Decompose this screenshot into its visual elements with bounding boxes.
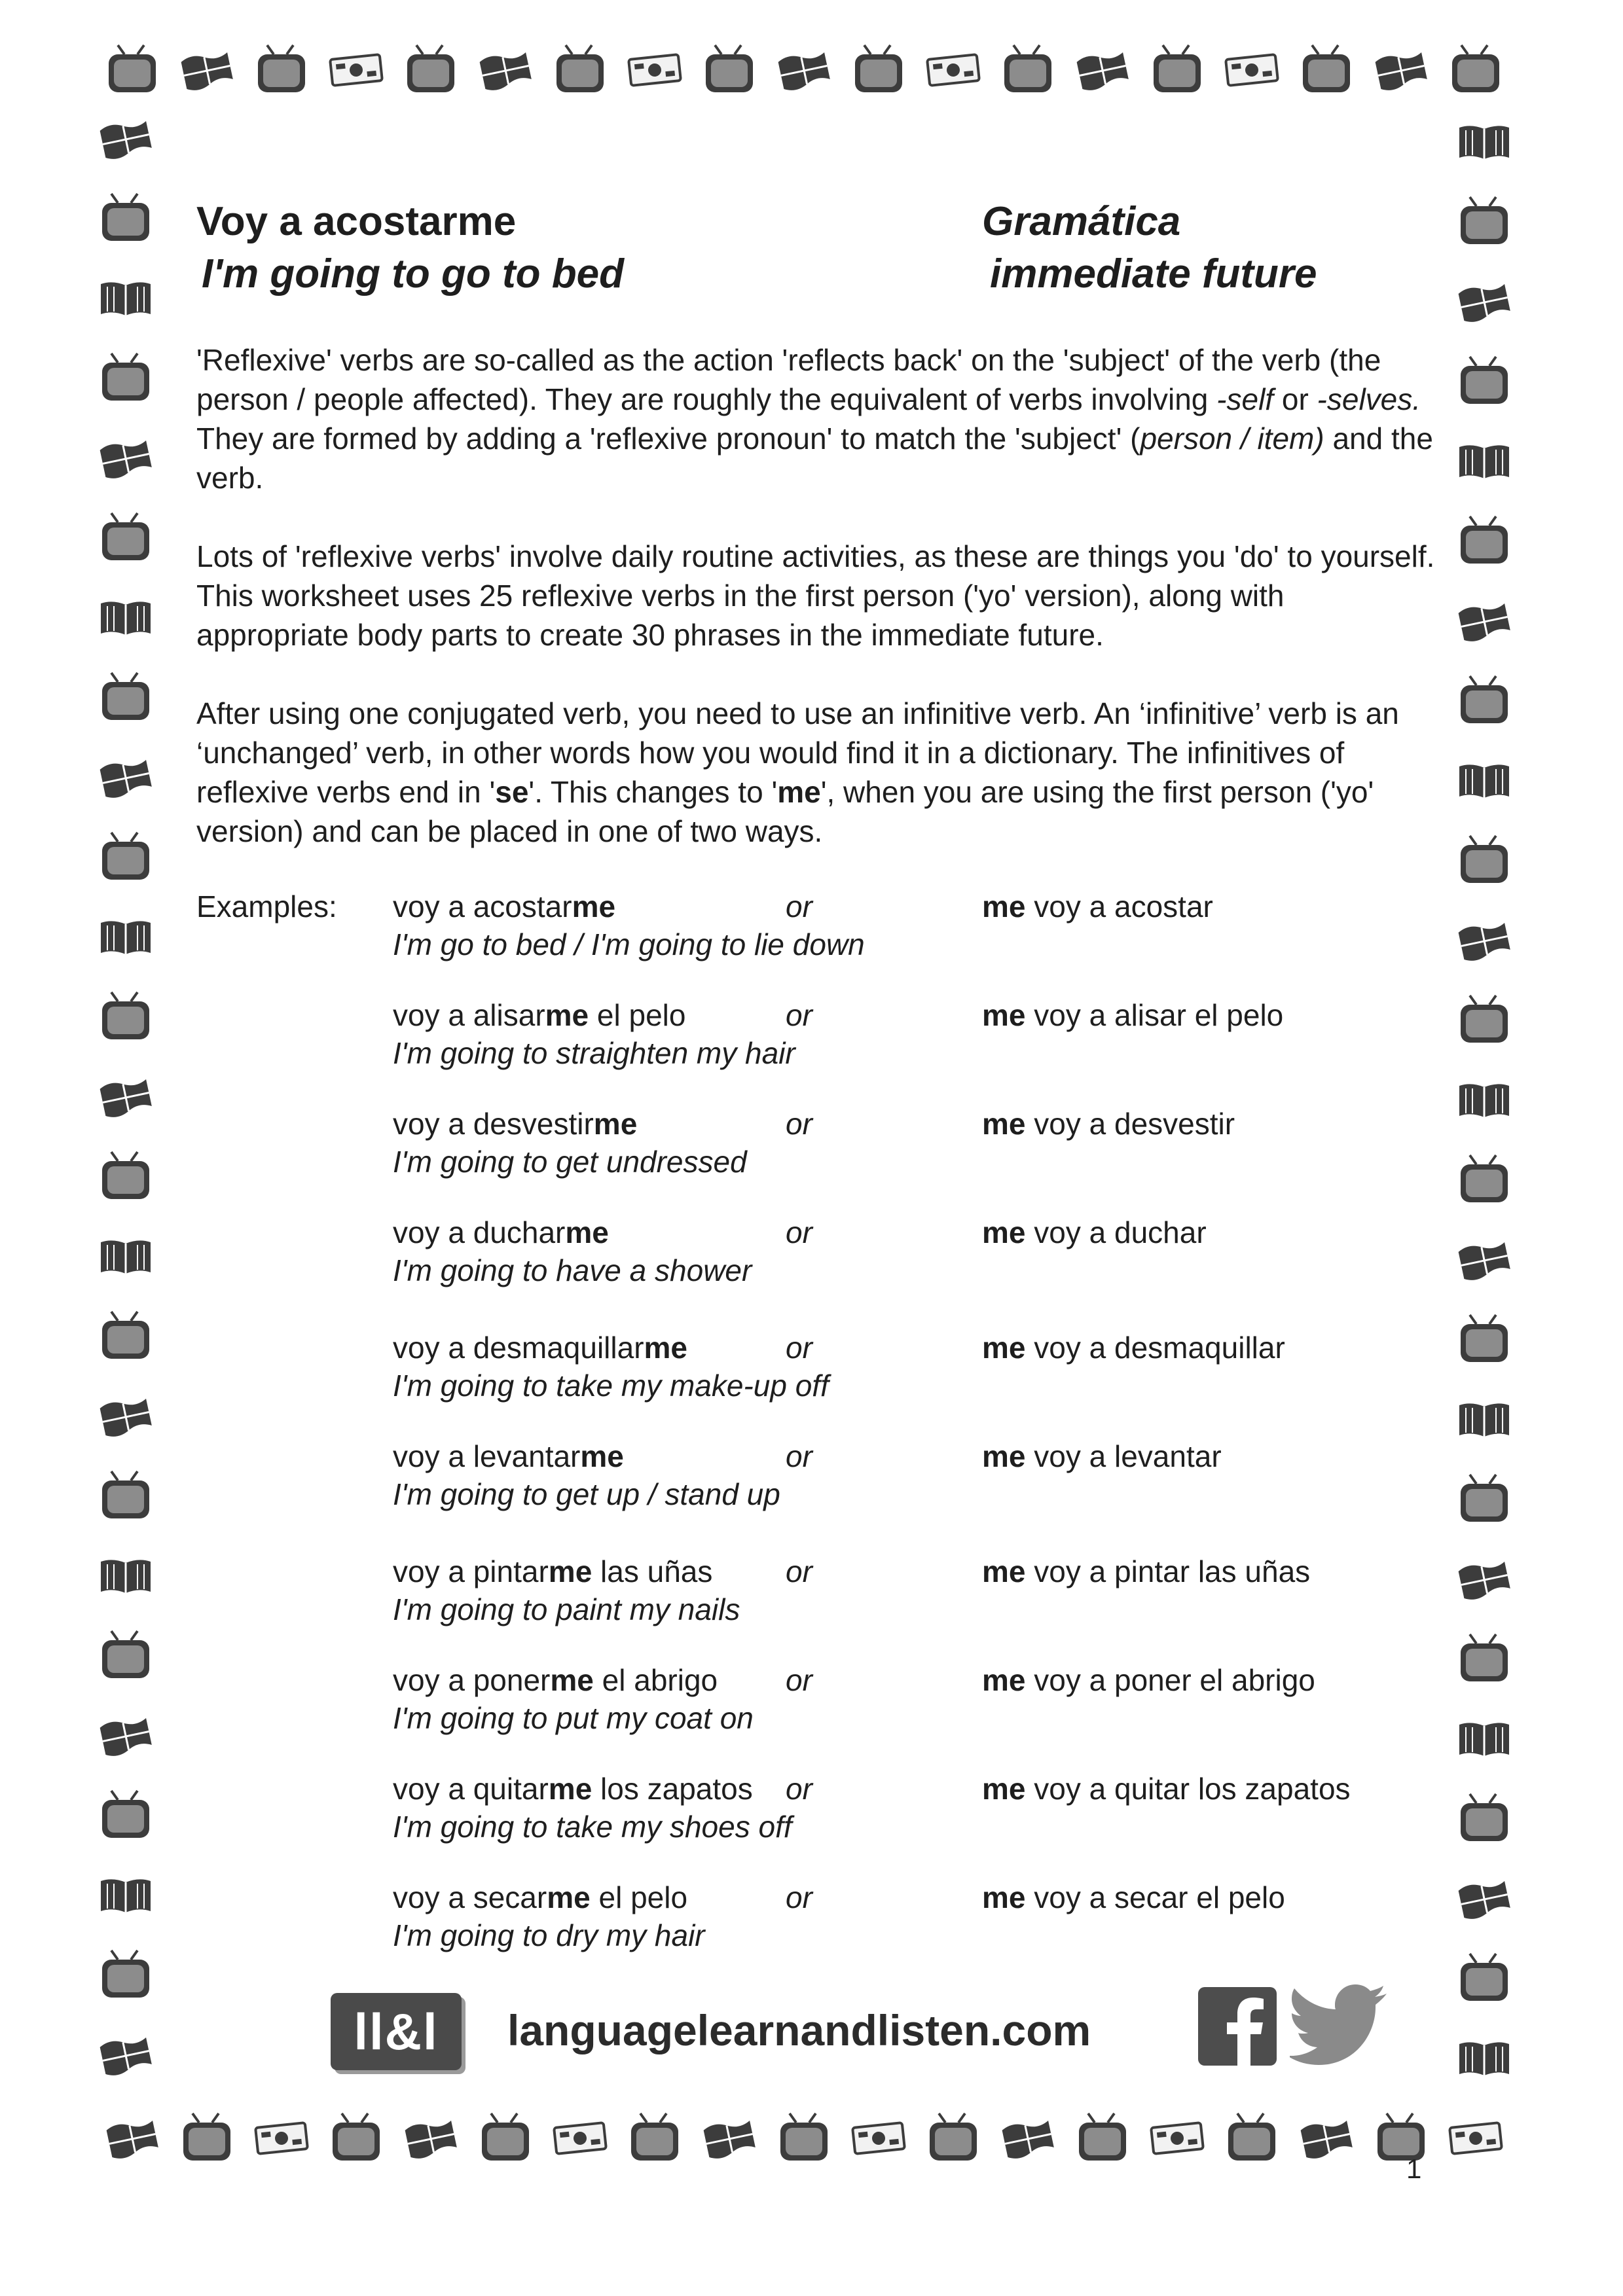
- or-connector: or: [786, 1107, 812, 1141]
- example-text: me: [982, 1663, 1026, 1697]
- banknote-icon: [553, 2111, 608, 2166]
- example-option-attached: [393, 1661, 718, 1699]
- text-run: -selves.: [1317, 382, 1421, 416]
- example-text: me: [982, 1215, 1026, 1249]
- example-option-before: [982, 1105, 1235, 1143]
- example-translation: I'm going to get undressed: [393, 1145, 747, 1179]
- book-icon: [1457, 115, 1512, 170]
- example-translation: I'm going to get up / stand up: [393, 1477, 780, 1511]
- tv-icon: [1299, 43, 1354, 98]
- tv-icon: [1224, 2111, 1279, 2166]
- tv-icon: [329, 2111, 384, 2166]
- tv-icon: [1457, 194, 1512, 249]
- example-text: me: [982, 1439, 1026, 1473]
- example-row: [0, 1437, 1623, 1522]
- example-text: voy a alisar el pelo: [1025, 998, 1284, 1032]
- flag-icon: [179, 43, 234, 98]
- tv-icon: [179, 2111, 234, 2166]
- example-text: me: [548, 1772, 593, 1806]
- example-text: me: [565, 1215, 609, 1249]
- tv-icon: [1457, 833, 1512, 888]
- example-option-attached: [393, 1329, 687, 1367]
- example-text: el pelo: [589, 998, 686, 1032]
- example-text: los zapatos: [592, 1772, 753, 1806]
- tv-icon: [851, 43, 906, 98]
- example-translation: I'm go to bed / I'm going to lie down: [393, 927, 865, 961]
- example-text: me: [550, 1663, 594, 1697]
- example-text: me: [982, 998, 1026, 1032]
- banknote-icon: [329, 43, 384, 98]
- tv-icon: [1457, 514, 1512, 569]
- example-translation: I'm going to take my make-up off: [393, 1369, 829, 1403]
- intro-paragraph-3: [196, 694, 1440, 851]
- example-option-before: [982, 1437, 1222, 1475]
- flag-icon: [403, 2111, 458, 2166]
- example-text: me: [982, 1107, 1026, 1141]
- banknote-icon: [1150, 2111, 1205, 2166]
- flag-icon: [98, 431, 153, 486]
- example-text: voy a desvestir: [1025, 1107, 1235, 1141]
- text-run: 'Reflexive' verbs are so-called as the action 'reflects back' on the 'subject' of the verb (the person / people affected). They are roughly the equivalent of verbs involving: [196, 343, 1381, 416]
- example-option-attached: [393, 1552, 712, 1590]
- example-text: voy a levantar: [1025, 1439, 1222, 1473]
- intro-paragraph-1: [196, 340, 1440, 497]
- example-row: [0, 1552, 1623, 1638]
- example-row: [0, 1770, 1623, 1855]
- example-translation: I'm going to straighten my hair: [393, 1036, 795, 1070]
- flag-icon: [1299, 2111, 1354, 2166]
- tv-icon: [98, 670, 153, 725]
- or-connector: or: [786, 1554, 812, 1588]
- banknote-icon: [627, 43, 682, 98]
- example-text: voy a levantar: [393, 1439, 581, 1473]
- example-text: me: [982, 1331, 1026, 1365]
- or-connector: or: [786, 1215, 812, 1249]
- text-run: After using one conjugated verb, you need to use an infinitive verb. An ‘infinitive’ verb is an ‘unchanged’ verb, in other words how you would find it in a dictionary. The infinitives of reflexive verbs end in ': [196, 696, 1399, 809]
- text-run: -self: [1216, 382, 1274, 416]
- example-translation: I'm going to dry my hair: [393, 1918, 705, 1952]
- flag-icon: [1457, 594, 1512, 649]
- example-option-attached: [393, 1878, 687, 1916]
- example-row: [0, 1878, 1623, 1964]
- example-text: me: [580, 1439, 624, 1473]
- example-text: me: [547, 1880, 591, 1914]
- tv-icon: [1000, 43, 1055, 98]
- text-run: ', when you are using the first person ('yo' version) and can be placed in one of two ways.: [196, 775, 1374, 848]
- example-row: [0, 1661, 1623, 1746]
- tv-icon: [478, 2111, 533, 2166]
- example-text: voy a desvestir: [393, 1107, 594, 1141]
- example-text: voy a pintar: [393, 1554, 549, 1588]
- book-icon: [98, 590, 153, 645]
- flag-icon: [98, 750, 153, 805]
- example-text: me: [572, 889, 616, 924]
- example-text: voy a pintar las uñas: [1025, 1554, 1311, 1588]
- flag-icon: [1075, 43, 1130, 98]
- example-text: me: [982, 889, 1026, 924]
- category-spanish: Gramática: [982, 199, 1181, 244]
- examples-label: Examples:: [196, 889, 337, 924]
- tv-icon: [98, 830, 153, 885]
- page-number: 1: [1406, 2153, 1422, 2184]
- flag-icon: [105, 2111, 160, 2166]
- or-connector: or: [786, 1880, 812, 1914]
- text-run: person / item): [1140, 422, 1324, 456]
- example-translation: I'm going to have a shower: [393, 1253, 752, 1287]
- example-text: voy a alisar: [393, 998, 545, 1032]
- example-option-attached: [393, 996, 685, 1034]
- tv-icon: [926, 2111, 981, 2166]
- text-run: me: [777, 775, 821, 809]
- example-text: voy a duchar: [1025, 1215, 1207, 1249]
- website-link[interactable]: languagelearnandlisten.com: [507, 2006, 1091, 2054]
- tv-icon: [702, 43, 757, 98]
- example-text: voy a poner el abrigo: [1025, 1663, 1315, 1697]
- example-text: me: [593, 1107, 638, 1141]
- example-text: me: [982, 1772, 1026, 1806]
- example-row: [0, 1105, 1623, 1190]
- example-row: [0, 1329, 1623, 1414]
- tv-icon: [553, 43, 608, 98]
- tv-icon: [403, 43, 458, 98]
- example-option-before: [982, 1552, 1310, 1590]
- flag-icon: [702, 2111, 757, 2166]
- brand-logo: [331, 1993, 462, 2070]
- example-option-attached: [393, 1213, 609, 1251]
- book-icon: [1457, 434, 1512, 489]
- example-option-attached: [393, 1105, 637, 1143]
- example-option-before: [982, 888, 1213, 925]
- example-text: voy a desmaquillar: [393, 1331, 644, 1365]
- or-connector: or: [786, 1439, 812, 1473]
- example-text: voy a duchar: [393, 1215, 566, 1249]
- tv-icon: [776, 2111, 831, 2166]
- tv-icon: [1075, 2111, 1130, 2166]
- title-english: I'm going to go to bed: [202, 251, 624, 296]
- tv-icon: [98, 191, 153, 246]
- tv-icon: [98, 511, 153, 565]
- example-option-attached: [393, 888, 615, 925]
- tv-icon: [627, 2111, 682, 2166]
- or-connector: or: [786, 998, 812, 1032]
- text-run: and the verb.: [196, 422, 1433, 495]
- example-text: me: [982, 1880, 1026, 1914]
- example-text: voy a acostar: [1025, 889, 1213, 924]
- example-text: voy a quitar: [393, 1772, 549, 1806]
- tv-icon: [98, 351, 153, 406]
- example-text: voy a quitar los zapatos: [1025, 1772, 1351, 1806]
- example-option-before: [982, 1329, 1285, 1367]
- banknote-icon: [1448, 2111, 1503, 2166]
- book-icon: [98, 271, 153, 326]
- example-text: me: [982, 1554, 1026, 1588]
- category-english: immediate future: [990, 251, 1317, 296]
- example-text: voy a secar: [393, 1880, 547, 1914]
- example-text: el abrigo: [593, 1663, 718, 1697]
- text-run: They are formed by adding a 'reflexive pronoun' to match the 'subject' (: [196, 422, 1140, 456]
- example-option-before: [982, 1878, 1285, 1916]
- book-icon: [1457, 753, 1512, 808]
- logo-text: ll&l: [354, 2002, 439, 2060]
- example-option-before: [982, 996, 1283, 1034]
- example-row: [0, 888, 1623, 973]
- twitter-icon[interactable]: [1290, 1983, 1388, 2068]
- example-text: el pelo: [590, 1880, 688, 1914]
- text-run: se: [495, 775, 529, 809]
- tv-icon: [254, 43, 309, 98]
- example-text: me: [548, 1554, 593, 1588]
- example-row: [0, 1213, 1623, 1299]
- example-translation: I'm going to paint my nails: [393, 1592, 740, 1626]
- example-text: las uñas: [592, 1554, 713, 1588]
- flag-icon: [1374, 43, 1429, 98]
- tv-icon: [1150, 43, 1205, 98]
- example-text: me: [545, 998, 589, 1032]
- or-connector: or: [786, 889, 812, 924]
- banknote-icon: [1224, 43, 1279, 98]
- or-connector: or: [786, 1331, 812, 1365]
- flag-icon: [1000, 2111, 1055, 2166]
- flag-icon: [478, 43, 533, 98]
- text-run: '. This changes to ': [528, 775, 778, 809]
- or-connector: or: [786, 1663, 812, 1697]
- example-option-before: [982, 1213, 1207, 1251]
- flag-icon: [98, 111, 153, 166]
- or-connector: or: [786, 1772, 812, 1806]
- tv-icon: [1457, 354, 1512, 409]
- example-row: [0, 996, 1623, 1081]
- tv-icon: [105, 43, 160, 98]
- example-text: voy a acostar: [393, 889, 572, 924]
- tv-icon: [1448, 43, 1503, 98]
- banknote-icon: [254, 2111, 309, 2166]
- book-icon: [1457, 2031, 1512, 2086]
- example-translation: I'm going to take my shoes off: [393, 1810, 792, 1844]
- tv-icon: [1457, 673, 1512, 728]
- example-text: voy a secar el pelo: [1025, 1880, 1285, 1914]
- facebook-icon[interactable]: [1198, 1987, 1277, 2066]
- text-run: Lots of 'reflexive verbs' involve daily routine activities, as these are things you 'do' to yourself. This worksheet uses 25 reflexive verbs in the first person ('yo' version), along with appropriate body parts to create 30 phrases in the immediate future.: [196, 539, 1435, 652]
- example-option-before: [982, 1770, 1351, 1808]
- flag-icon: [98, 2028, 153, 2083]
- flag-icon: [776, 43, 831, 98]
- flag-icon: [1457, 274, 1512, 329]
- text-run: or: [1273, 382, 1317, 416]
- intro-paragraph-2: [196, 537, 1440, 655]
- example-option-attached: [393, 1770, 753, 1808]
- example-text: voy a desmaquillar: [1025, 1331, 1285, 1365]
- banknote-icon: [851, 2111, 906, 2166]
- banknote-icon: [926, 43, 981, 98]
- example-option-attached: [393, 1437, 624, 1475]
- example-text: me: [644, 1331, 688, 1365]
- title-spanish: Voy a acostarme: [196, 199, 517, 244]
- example-translation: I'm going to put my coat on: [393, 1701, 754, 1735]
- example-text: voy a poner: [393, 1663, 551, 1697]
- example-option-before: [982, 1661, 1315, 1699]
